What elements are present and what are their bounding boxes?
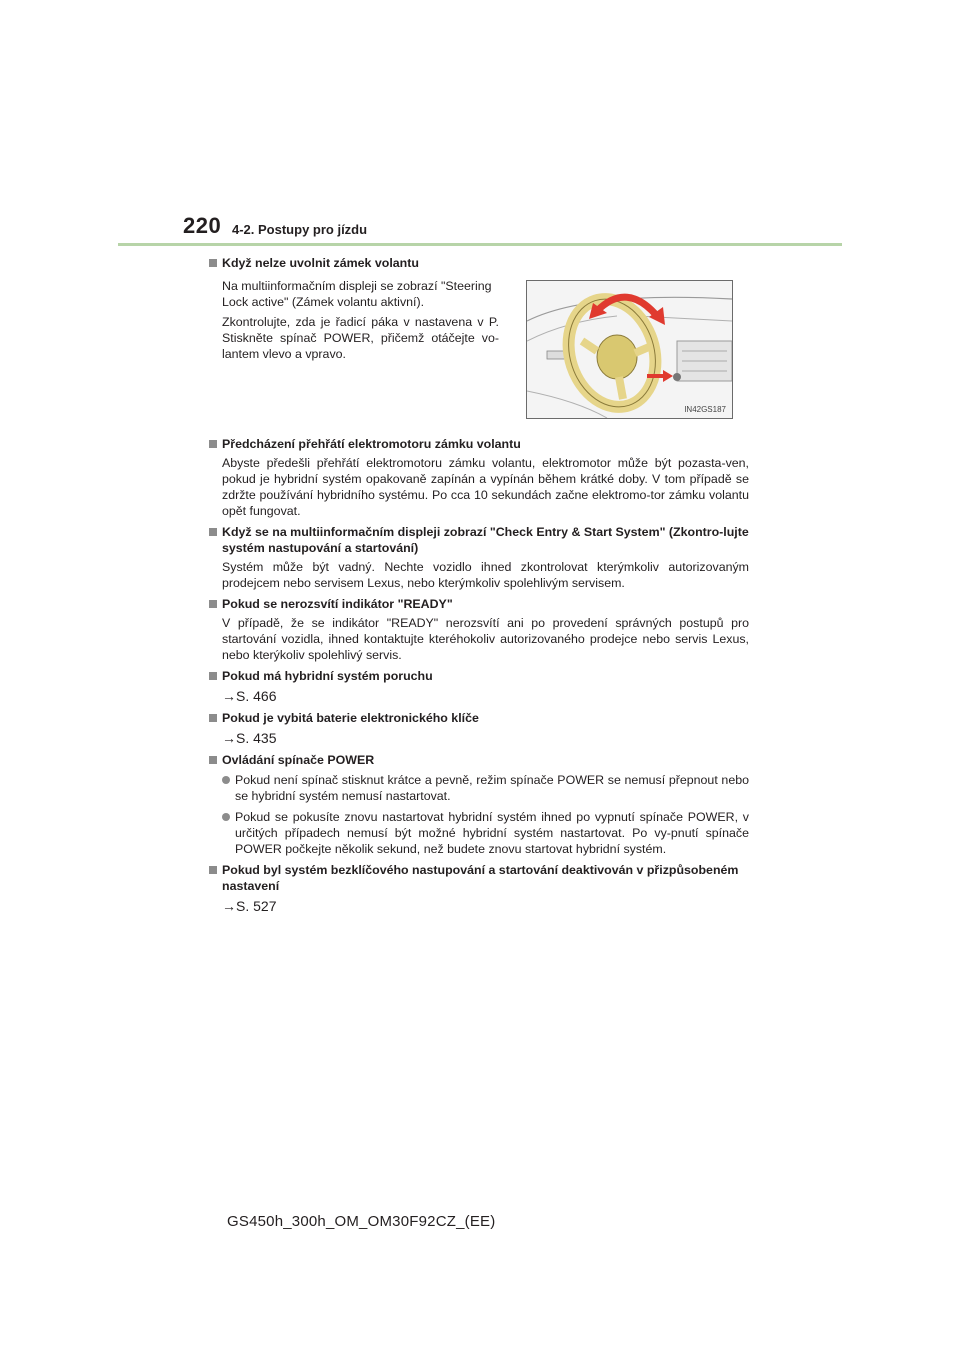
section-heading: Ovládání spínače POWER <box>222 753 375 767</box>
section-check-entry <box>209 524 749 591</box>
steering-wheel-drawing <box>527 281 732 418</box>
paragraph: Systém může být vadný. Nechte vozidlo ihned zkontrolovat kterýmkoliv autorizovaným prodejcem nebo servisem Lexus, nebo kterýmkoliv spolehlivým servisem. <box>222 560 749 590</box>
square-bullet-icon <box>209 714 217 722</box>
square-bullet-icon <box>209 866 217 874</box>
figure-code: IN42GS187 <box>684 405 726 414</box>
page-number: 220 <box>183 213 222 238</box>
section-heading: Předcházení přehřátí elektromotoru zámku volantu <box>222 437 521 451</box>
section-heading: Pokud má hybridní systém poruchu <box>222 669 433 683</box>
section-overheat <box>209 436 749 519</box>
square-bullet-icon <box>209 528 217 536</box>
bullet-text: Pokud se pokusíte znovu nastartovat hybridní systém ihned po vypnutí spínače POWER, v určitých případech nemusí být možné hybridní systém nastartovat. Po vy-pnutí spínače POWER počkejte několik sekund, než budete znovu startovat hybridní systém. <box>235 810 749 856</box>
square-bullet-icon <box>209 440 217 448</box>
paragraph: Zkontrolujte, zda je řadicí páka v nastavena v P. Stiskněte spínač POWER, přičemž otáčejte vo-lantem vlevo a vpravo. <box>222 315 499 361</box>
running-head: 4-2. Postupy pro jízdu <box>232 222 368 237</box>
square-bullet-icon <box>209 672 217 680</box>
round-bullet-icon <box>222 813 230 821</box>
page-reference-link[interactable]: →S. 466 <box>222 688 277 704</box>
section-heading: Pokud je vybitá baterie elektronického klíče <box>222 711 479 725</box>
section-heading: Pokud byl systém bezklíčového nastupování a startování deaktivován v přizpůsobeném nastavení <box>222 863 739 893</box>
section-keyless-deactivated <box>209 862 749 915</box>
footer-code: GS450h_300h_OM_OM30F92CZ_(EE) <box>227 1213 496 1230</box>
section-heading: Když se na multiinformačním displeji zobrazí "Check Entry & Start System" (Zkontro-lujte systém nastupování a startování) <box>222 525 749 555</box>
paragraph: Na multiinformačním displeji se zobrazí "Steering Lock active" (Zámek volantu aktivní). <box>222 279 492 309</box>
square-bullet-icon <box>209 600 217 608</box>
header-rule <box>118 243 842 246</box>
square-bullet-icon <box>209 259 217 267</box>
paragraph: V případě, že se indikátor "READY" nerozsvítí ani po provedení správných postupů pro startování vozidla, ihned kontaktujte kteréhokoliv autorizovaného prodejce nebo servis Lexus, nebo kterýkoliv spolehlivý servis. <box>222 616 749 662</box>
round-bullet-icon <box>222 776 230 784</box>
section-ready <box>209 596 749 663</box>
bullet-text: Pokud není spínač stisknut krátce a pevně, režim spínače POWER se nemusí přepnout nebo se hybridní systém nemusí nastartovat. <box>235 773 749 803</box>
paragraph: Abyste předešli přehřátí elektromotoru zámku volantu, elektromotor může být pozasta-ven, pokud je hybridní systém opakovaně zapínán a vypínán během krátké doby. V tom případě se zdržte používání hybridního systému. Po cca 10 sekundách začne elektromo-tor zámku volantu opět fungovat. <box>222 456 749 518</box>
section-heading: Pokud se nerozsvítí indikátor "READY" <box>222 597 453 611</box>
section-hybrid-fault <box>209 668 749 705</box>
square-bullet-icon <box>209 756 217 764</box>
section-key-battery <box>209 710 749 747</box>
section-heading: Když nelze uvolnit zámek volantu <box>222 256 419 270</box>
page-reference-link[interactable]: →S. 527 <box>222 898 277 914</box>
steering-wheel-illustration <box>526 280 733 419</box>
section-power-switch <box>209 752 749 857</box>
page-reference-link[interactable]: →S. 435 <box>222 730 277 746</box>
